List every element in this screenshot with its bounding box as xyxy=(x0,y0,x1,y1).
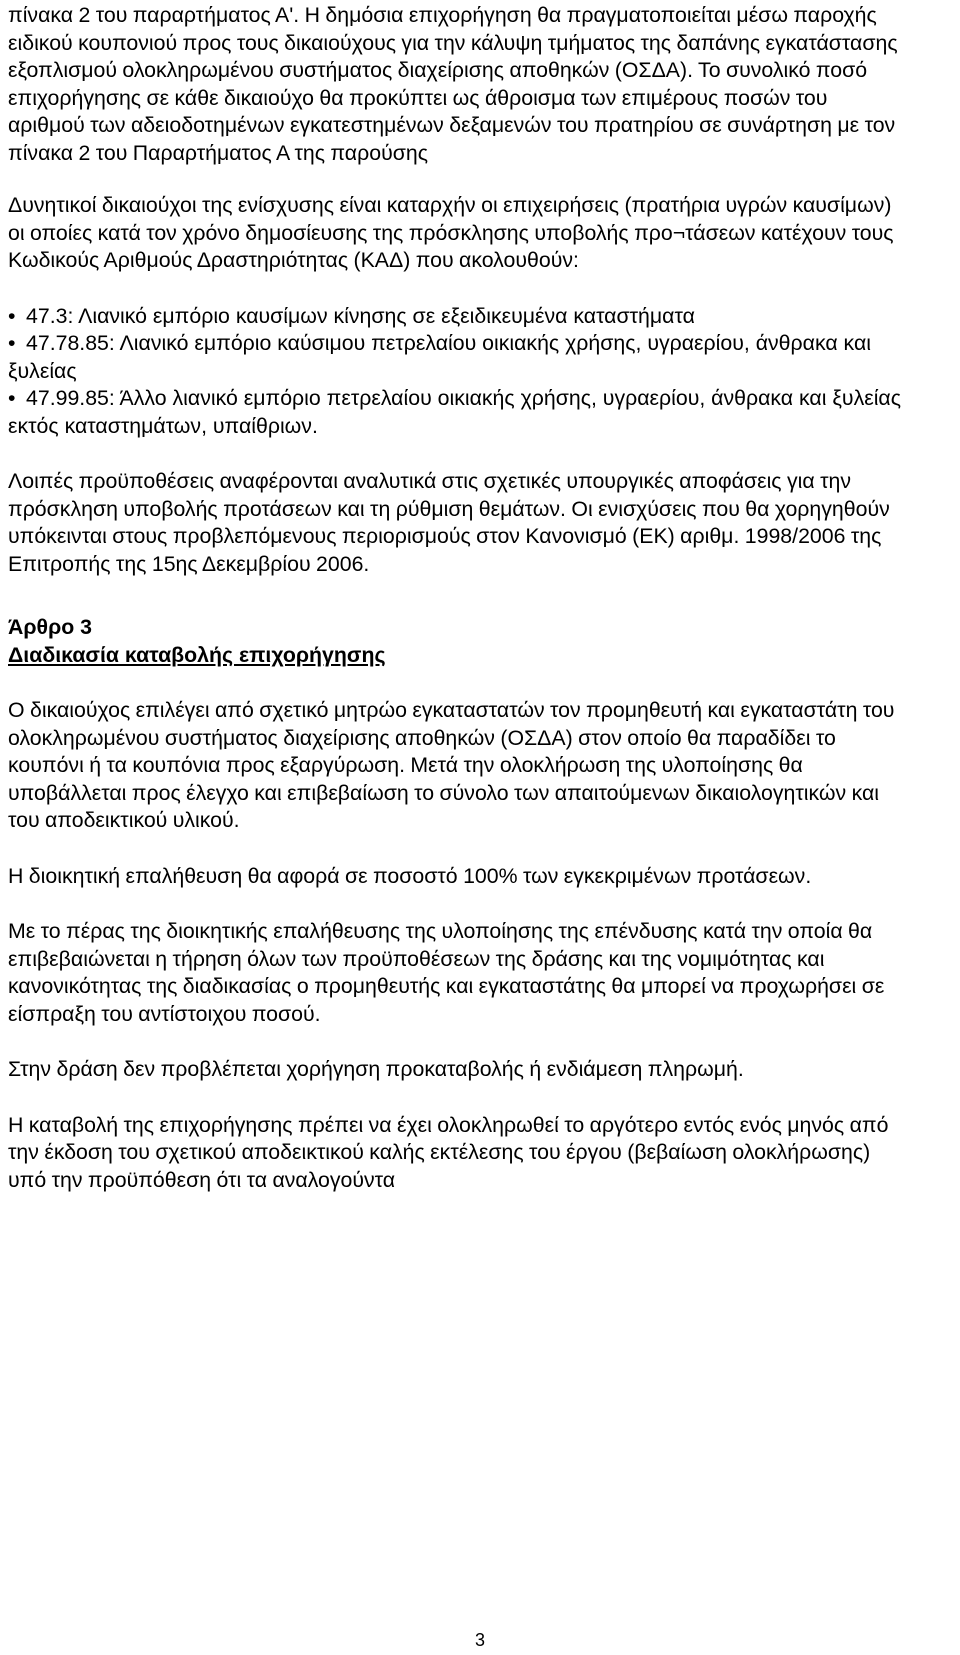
bullet-icon: • xyxy=(8,331,16,355)
list-item-text: 47.78.85: Λιανικό εμπόριο καύσιμου πετρελαίου οικιακής χρήσης, υγραερίου, άνθρακα και ξυλείας xyxy=(8,331,871,383)
paragraph-conditions: Λοιπές προϋποθέσεις αναφέρονται αναλυτικά στις σχετικές υπουργικές αποφάσεις για την πρόσκληση υποβολής προτάσεων και τη ρύθμιση θεμάτων. Οι ενισχύσεις που θα χορηγηθούν υπόκεινται στους προβλεπόμενους περιορισμούς στον Κανονισμό (ΕΚ) αριθμ. 1998/2006 της Επιτροπής της 15ης Δεκεμβρίου 2006. xyxy=(8,469,890,576)
list-item xyxy=(8,385,908,440)
kad-list xyxy=(8,303,908,441)
paragraph-payment: Η καταβολή της επιχορήγησης πρέπει να έχει ολοκληρωθεί το αργότερο εντός ενός μηνός από την έκδοση του σχετικού αποδεικτικού καλής εκτέλεσης του έργου (βεβαίωση ολοκλήρωσης) υπό την προϋπόθεση ότι τα αναλογούντα xyxy=(8,1112,889,1192)
article-number: Άρθρο 3 xyxy=(8,615,93,639)
list-item-text: 47.3: Λιανικό εμπόριο καυσίμων κίνησης σε εξειδικευμένα καταστήματα xyxy=(26,303,695,328)
paragraph-verification: Η διοικητική επαλήθευση θα αφορά σε ποσοστό 100% των εγκεκριμένων προτάσεων. xyxy=(8,863,812,888)
bullet-icon: • xyxy=(8,386,16,410)
article-title: Διαδικασία καταβολής επιχορήγησης xyxy=(8,643,386,667)
list-item xyxy=(8,303,908,331)
paragraph-intro: πίνακα 2 του παραρτήματος Α'. Η δημόσια επιχορήγηση θα πραγματοποιείται μέσω παροχής ειδικού κουπονιού προς τους δικαιούχους για την κάλυψη τμήματος της δαπάνης εγκατάστασης εξοπλισμού ολοκληρωμένου συστήματος διαχείρισης αποθηκών (ΟΣΔΑ). Το συνολικό ποσό επιχορήγησης σε κάθε δικαιούχο θα προκύπτει ως άθροισμα των επιμέρους ποσών του αριθμού των αδειοδοτημένων εγκατεστημένων δεξαμενών του πρατηρίου σε συνάρτηση με τον πίνακα 2 του Παραρτήματος Α της παρούσης xyxy=(8,3,898,165)
list-item-text: 47.99.85: Άλλο λιανικό εμπόριο πετρελαίου οικιακής χρήσης, υγραερίου, άνθρακα και ξυλείας εκτός καταστημάτων, υπαίθριων. xyxy=(8,386,902,438)
paragraph-advance: Στην δράση δεν προβλέπεται χορήγηση προκαταβολής ή ενδιάμεση πληρωμή. xyxy=(8,1057,744,1081)
paragraph-completion: Με το πέρας της διοικητικής επαλήθευσης της υλοποίησης της επένδυσης κατά την οποία θα επιβεβαιώνεται η τήρηση όλων των προϋποθέσεων της δράσης και της νομιμότητας και κανονικότητας της διαδικασίας ο προμηθευτής και εγκαταστάτης θα μπορεί να προχωρήσει σε είσπραξη του αντίστοιχου ποσού. xyxy=(8,919,885,1026)
page-number: 3 xyxy=(474,1630,485,1650)
bullet-icon: • xyxy=(8,303,16,328)
paragraph-selection: Ο δικαιούχος επιλέγει από σχετικό μητρώο εγκαταστατών τον προμηθευτή και εγκαταστάτη του ολοκληρωμένου συστήματος διαχείρισης αποθηκών (ΟΣΔΑ) στον οποίο θα παραδίδει το κουπόνι ή τα κουπόνια προς εξαργύρωση. Μετά την ολοκλήρωση της υλοποίησης θα υποβάλλεται προς έλεγχο και επιβεβαίωση το σύνολο των απαιτούμενων δικαιολογητικών και του αποδεικτικού υλικού. xyxy=(8,698,895,832)
document-page xyxy=(8,2,908,1194)
paragraph-beneficiaries: Δυνητικοί δικαιούχοι της ενίσχυσης είναι καταρχήν οι επιχειρήσεις (πρατήρια υγρών καυσίμων) οι οποίες κατά τον χρόνο δημοσίευσης της πρόσκλησης υποβολής προ¬τάσεων κατέχουν τους Κωδικούς Αριθμούς Δραστηριότητας (ΚΑΔ) που ακολουθούν: xyxy=(8,193,894,272)
list-item xyxy=(8,330,908,385)
